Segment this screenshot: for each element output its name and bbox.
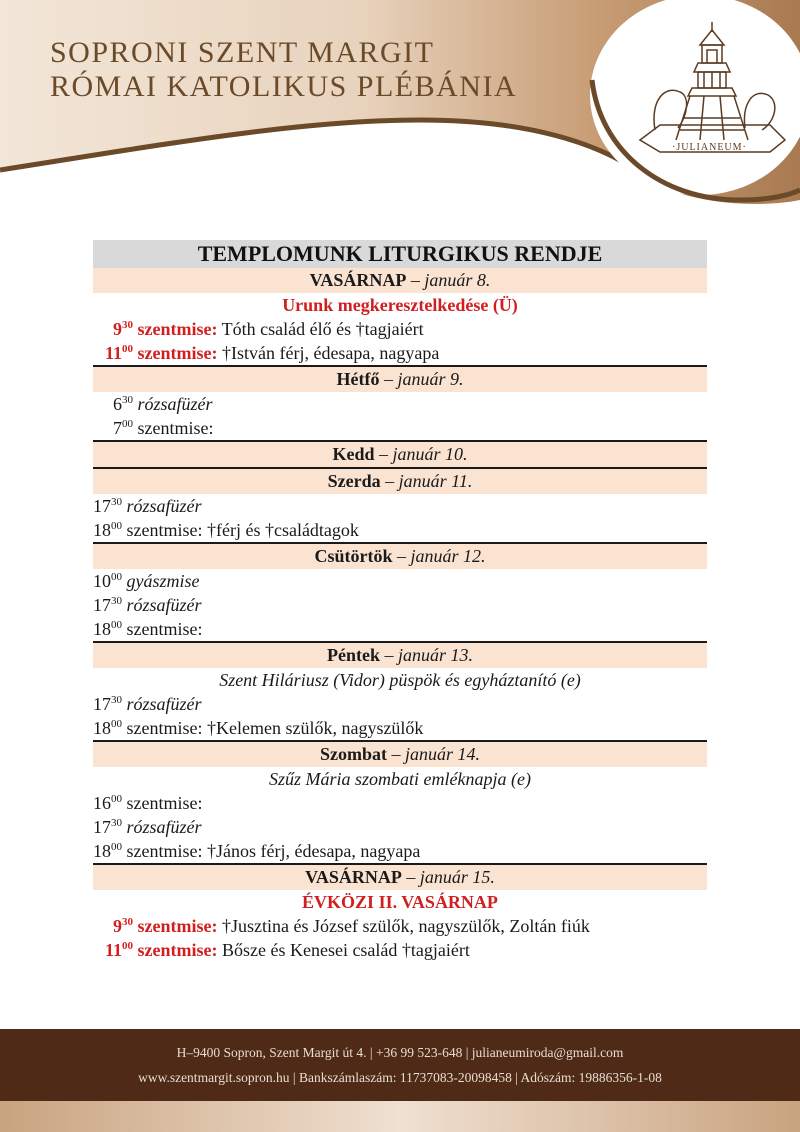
entry-minutes: 30 — [111, 496, 122, 508]
entry-hour: 11 — [104, 343, 122, 363]
entry-minutes: 00 — [111, 841, 122, 853]
feast-name: Szűz Mária szombati emléknapja (e) — [269, 769, 531, 789]
entry-intention: †János férj, édesapa, nagyapa — [202, 841, 421, 861]
day-header — [93, 643, 707, 668]
schedule-entry — [93, 317, 707, 341]
entry-minutes: 30 — [122, 394, 133, 406]
schedule-entry — [93, 593, 707, 617]
day-name: Szerda — [327, 471, 381, 491]
entry-intention: Tóth család élő és †tagjaiért — [217, 319, 424, 339]
page-footer — [0, 1029, 800, 1101]
entry-type: szentmise: — [122, 793, 203, 813]
entry-time — [93, 938, 133, 962]
entry-time — [93, 341, 133, 365]
entry-minutes: 30 — [122, 319, 133, 331]
entry-minutes: 30 — [111, 595, 122, 607]
entry-type: gyászmise — [122, 571, 200, 591]
entry-type: szentmise: — [137, 940, 218, 960]
day-date: – január 13. — [379, 645, 473, 665]
schedule-entry — [93, 914, 707, 938]
entry-intention: Bősze és Kenesei család †tagjaiért — [217, 940, 470, 960]
day-date: – január 8. — [406, 270, 491, 290]
schedule-entry — [93, 392, 707, 416]
day-name: Szombat — [319, 744, 387, 764]
entry-minutes: 00 — [111, 619, 122, 631]
entry-hour: 17 — [93, 694, 111, 714]
entry-type: szentmise: — [137, 343, 218, 363]
entry-time — [93, 569, 122, 593]
entry-hour: 18 — [93, 520, 111, 540]
entry-intention: †István férj, édesapa, nagyapa — [217, 343, 440, 363]
day-name: VASÁRNAP — [305, 867, 402, 887]
entry-time — [93, 815, 122, 839]
day-header — [93, 865, 707, 890]
day-date: – január 14. — [386, 744, 480, 764]
entry-time — [93, 518, 122, 542]
entry-type: szentmise: — [122, 520, 203, 540]
entry-hour: 18 — [93, 619, 111, 639]
parish-title-line1: SOPRONI SZENT MARGIT — [50, 36, 435, 69]
entry-time — [93, 416, 133, 440]
entry-type: szentmise: — [122, 718, 203, 738]
day-header — [93, 469, 707, 494]
schedule-entry — [93, 692, 707, 716]
entry-time — [93, 716, 122, 740]
schedule-entry — [93, 791, 707, 815]
schedule-entry — [93, 518, 707, 542]
entry-time — [93, 914, 133, 938]
entry-hour: 17 — [93, 595, 111, 615]
day-name: Hétfő — [336, 369, 380, 389]
entry-hour: 18 — [93, 718, 111, 738]
entry-hour: 9 — [113, 916, 122, 936]
entry-type: rózsafüzér — [122, 694, 202, 714]
day-header — [93, 268, 707, 293]
day-name: Csütörtök — [314, 546, 393, 566]
entry-hour: 6 — [113, 394, 122, 414]
entry-hour: 11 — [104, 940, 122, 960]
logo-caption: ·JULIANEUM· — [672, 142, 747, 153]
entry-minutes: 00 — [122, 343, 133, 355]
day-name: VASÁRNAP — [309, 270, 407, 290]
schedule-entry — [93, 716, 707, 740]
entry-time — [93, 317, 133, 341]
entry-type: rózsafüzér — [122, 595, 202, 615]
liturgical-schedule — [93, 240, 707, 962]
schedule-entry — [93, 815, 707, 839]
day-header — [93, 742, 707, 767]
entry-type: szentmise: — [137, 319, 218, 339]
entry-type: rózsafüzér — [122, 817, 202, 837]
entry-time — [93, 593, 122, 617]
entry-type: rózsafüzér — [133, 394, 213, 414]
feast-name: Urunk megkeresztelkedése (Ü) — [282, 295, 518, 315]
feast-name: ÉVKÖZI II. VASÁRNAP — [302, 892, 498, 912]
parish-title — [50, 36, 517, 104]
header-decoration — [0, 0, 800, 215]
parish-title-line2: RÓMAI KATOLIKUS PLÉBÁNIA — [50, 70, 518, 103]
page-header — [0, 0, 800, 215]
entry-time — [93, 692, 122, 716]
entry-type: szentmise: — [122, 841, 203, 861]
schedule-entry — [93, 617, 707, 641]
day-name: Péntek — [326, 645, 380, 665]
day-name: Kedd — [332, 444, 375, 464]
entry-minutes: 00 — [111, 520, 122, 532]
schedule-entry — [93, 341, 707, 365]
day-header — [93, 544, 707, 569]
entry-minutes: 00 — [122, 940, 133, 952]
footer-contact-line: H–9400 Sopron, Szent Margit út 4. | +36 99 523-648 | julianeumiroda@gmail.com — [176, 1045, 624, 1060]
entry-minutes: 30 — [111, 817, 122, 829]
day-header — [93, 367, 707, 392]
entry-type: rózsafüzér — [122, 496, 202, 516]
entry-hour: 16 — [93, 793, 111, 813]
entry-time — [93, 392, 133, 416]
entry-minutes: 30 — [122, 916, 133, 928]
schedule-entry — [93, 938, 707, 962]
day-date: – január 12. — [392, 546, 486, 566]
entry-intention: †Kelemen szülők, nagyszülők — [202, 718, 424, 738]
day-date: – január 10. — [374, 444, 468, 464]
day-header — [93, 442, 707, 467]
footer-band — [0, 1101, 800, 1132]
entry-intention: †férj és †családtagok — [202, 520, 359, 540]
entry-type: szentmise: — [137, 916, 218, 936]
feast-name: Szent Hiláriusz (Vidor) püspök és egyháztanító (e) — [219, 670, 581, 690]
schedule-entry — [93, 494, 707, 518]
entry-minutes: 00 — [122, 418, 133, 430]
entry-time — [93, 839, 122, 863]
day-date: – január 11. — [380, 471, 473, 491]
entry-time — [93, 494, 122, 518]
day-date: – január 15. — [401, 867, 495, 887]
entry-intention: †Jusztina és József szülők, nagyszülők, Zoltán fiúk — [217, 916, 590, 936]
entry-hour: 7 — [113, 418, 122, 438]
entry-minutes: 30 — [111, 694, 122, 706]
entry-hour: 18 — [93, 841, 111, 861]
entry-hour: 10 — [93, 571, 111, 591]
schedule-entry — [93, 416, 707, 440]
schedule-title: TEMPLOMUNK LITURGIKUS RENDJE — [93, 240, 707, 268]
entry-hour: 17 — [93, 496, 111, 516]
day-date: – január 9. — [379, 369, 464, 389]
entry-hour: 17 — [93, 817, 111, 837]
entry-minutes: 00 — [111, 718, 122, 730]
entry-minutes: 00 — [111, 793, 122, 805]
footer-bank-line: www.szentmargit.sopron.hu | Bankszámlaszám: 11737083-20098458 | Adószám: 19886356-1-08 — [138, 1070, 662, 1085]
entry-time — [93, 791, 122, 815]
entry-minutes: 00 — [111, 571, 122, 583]
entry-type: szentmise: — [122, 619, 203, 639]
entry-time — [93, 617, 122, 641]
entry-type: szentmise: — [133, 418, 214, 438]
entry-hour: 9 — [113, 319, 122, 339]
schedule-entry — [93, 839, 707, 863]
schedule-entry — [93, 569, 707, 593]
